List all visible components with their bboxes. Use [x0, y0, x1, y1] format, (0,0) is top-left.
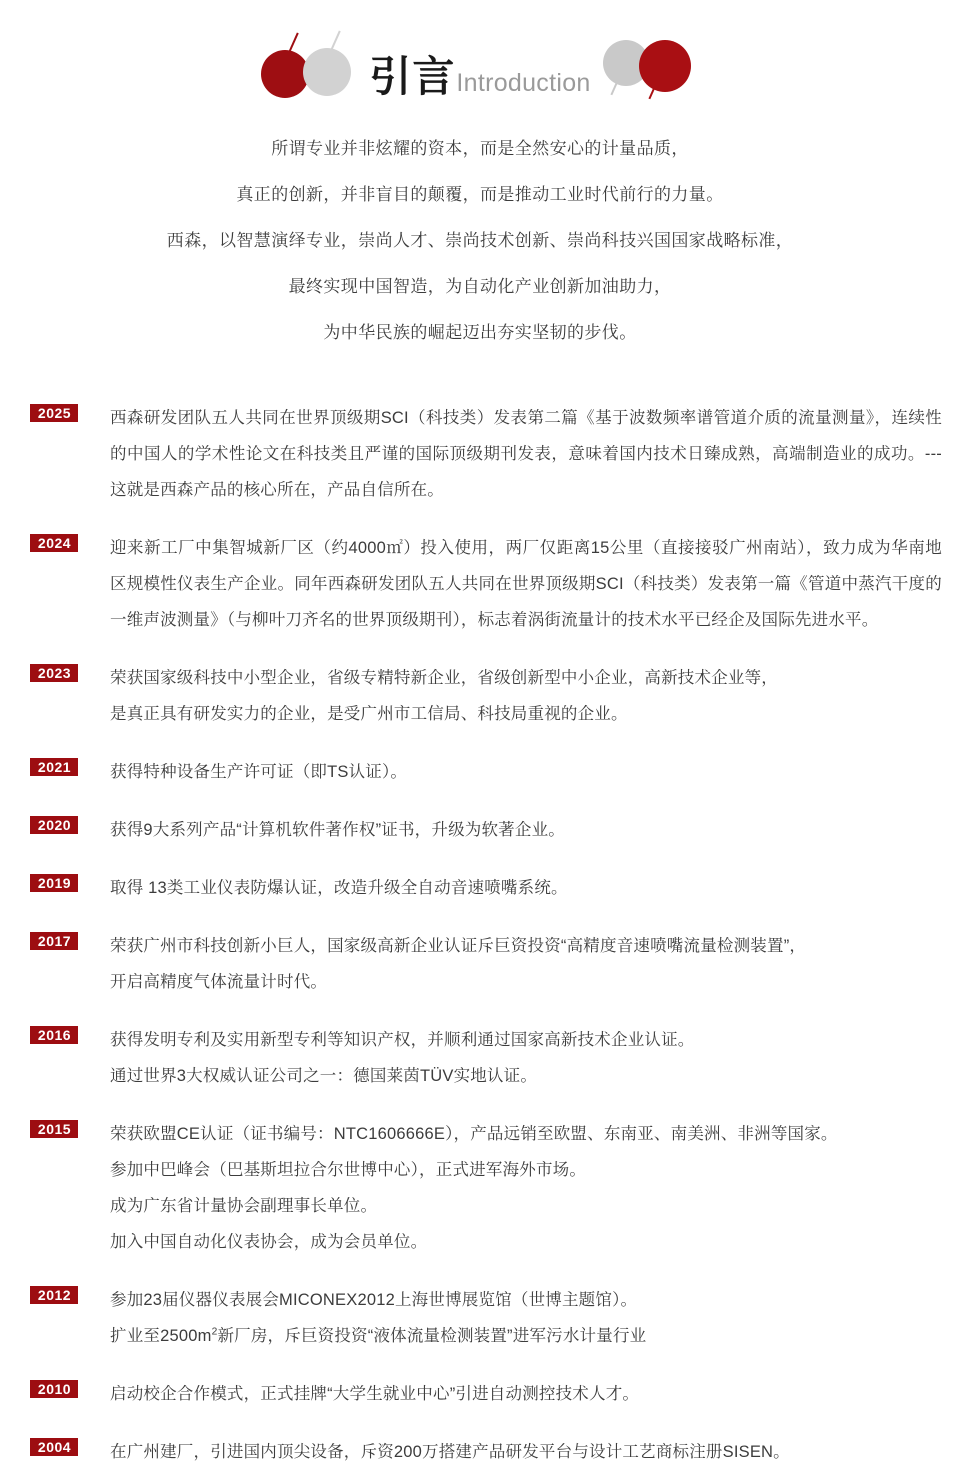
timeline-entry: [0, 530, 960, 638]
timeline-entry-text: 通过世界3大权威认证公司之一：德国莱茵TÜV实地认证。: [110, 1067, 538, 1085]
timeline-entry-body: [110, 1282, 960, 1354]
opening-quote-mark-icon: [259, 24, 363, 100]
timeline-year-column: [0, 870, 110, 893]
page-title: [369, 53, 591, 100]
quote-close-circle-red-icon: [639, 40, 691, 92]
timeline-entry-body: [110, 530, 960, 638]
timeline-year-badge: 2017: [30, 932, 78, 950]
quote-open-circle-gray-icon: [303, 48, 351, 96]
timeline-year-column: [0, 400, 110, 423]
timeline-entry-text: 参加23届仪器仪表展会MICONEX2012上海世博展览馆（世博主题馆）。: [110, 1291, 638, 1309]
timeline-entry-body: [110, 1434, 960, 1470]
timeline-entry: [0, 928, 960, 1000]
timeline-entry: [0, 1282, 960, 1354]
intro-line: 西森，以智慧演绎专业，崇尚人才、崇尚技术创新、崇尚科技兴国国家战略标准，: [166, 231, 794, 250]
timeline-entry: [0, 1376, 960, 1412]
page-title-en: Introduction: [456, 69, 591, 97]
quote-open-circle-red-icon: [261, 50, 309, 98]
timeline-entry-text: 荣获国家级科技中小型企业，省级专精特新企业，省级创新型中小企业，高新技术企业等，: [110, 669, 778, 687]
timeline-year-column: [0, 1434, 110, 1457]
timeline-year-column: [0, 660, 110, 683]
timeline-year-column: [0, 754, 110, 777]
timeline-entry-body: [110, 1376, 960, 1412]
page-title-cn: 引言: [369, 53, 456, 100]
page-header: [0, 0, 960, 108]
company-timeline: [0, 400, 960, 1470]
timeline-entry-text: 荣获欧盟CE认证（证书编号：NTC1606666E），产品远销至欧盟、东南亚、南美洲、非洲等国家。: [110, 1125, 838, 1143]
timeline-year-badge: 2021: [30, 758, 78, 776]
timeline-entry-text: 开启高精度气体流量计时代。: [110, 973, 328, 991]
timeline-year-column: [0, 1022, 110, 1045]
timeline-year-badge: 2020: [30, 816, 78, 834]
timeline-entry: [0, 754, 960, 790]
intro-line: 所谓专业并非炫耀的资本，而是全然安心的计量品质，: [271, 139, 689, 158]
timeline-entry-body: [110, 812, 960, 848]
timeline-entry-body: [110, 870, 960, 906]
timeline-entry-text: 获得9大系列产品“计算机软件著作权”证书，升级为软著企业。: [110, 821, 565, 839]
timeline-entry-body: [110, 1022, 960, 1094]
timeline-entry: [0, 400, 960, 508]
timeline-entry-text: 迎来新工厂中集智城新厂区（约4000㎡）投入使用，两厂仅距离15公里（直接接驳广州南站），致力成为华南地区规模性仪表生产企业。同年西森研发团队五人共同在世界顶级期SCI（科技类）发表第一篇《管道中蒸汽干度的一维声波测量》（与柳叶刀齐名的世界顶级期刊），标志着涡街流量计的技术水平已经企及国际先进水平。: [110, 539, 942, 629]
timeline-year-badge: 2012: [30, 1286, 78, 1304]
timeline-entry-text: 是真正具有研发实力的企业，是受广州市工信局、科技局重视的企业。: [110, 705, 628, 723]
timeline-entry-text: 参加中巴峰会（巴基斯坦拉合尔世博中心），正式进军海外市场。: [110, 1161, 587, 1179]
intro-paragraph: [50, 126, 910, 356]
timeline-entry-body: [110, 754, 960, 790]
timeline-entry-text: 荣获广州市科技创新小巨人，国家级高新企业认证斥巨资投资“高精度音速喷嘴流量检测装置”，: [110, 937, 807, 955]
timeline-year-column: [0, 530, 110, 553]
timeline-entry-text: 获得特种设备生产许可证（即TS认证）。: [110, 763, 408, 781]
header-inner: [0, 14, 960, 100]
timeline-entry: [0, 660, 960, 732]
timeline-entry: [0, 870, 960, 906]
timeline-entry-body: [110, 1116, 960, 1260]
timeline-year-badge: 2024: [30, 534, 78, 552]
intro-line: 为中华民族的崛起迈出夯实坚韧的步伐。: [323, 323, 637, 342]
timeline-year-column: [0, 812, 110, 835]
timeline-year-column: [0, 928, 110, 951]
timeline-year-badge: 2023: [30, 664, 78, 682]
timeline-entry-body: [110, 660, 960, 732]
timeline-entry-text: 启动校企合作模式，正式挂牌“大学生就业中心”引进自动测控技术人才。: [110, 1385, 640, 1403]
timeline-entry-text: 西森研发团队五人共同在世界顶级期SCI（科技类）发表第二篇《基于波数频率谱管道介质的流量测量》，连续性的中国人的学术性论文在科技类且严谨的国际顶级期刊发表，意味着国内技术日臻成熟，高端制造业的成功。---这就是西森产品的核心所在，产品自信所在。: [110, 409, 942, 499]
timeline-entry-text: 取得 13类工业仪表防爆认证，改造升级全自动音速喷嘴系统。: [110, 879, 568, 897]
timeline-entry-text: 加入中国自动化仪表协会，成为会员单位。: [110, 1233, 428, 1251]
timeline-entry-body: [110, 928, 960, 1000]
timeline-entry-text: 获得发明专利及实用新型专利等知识产权，并顺利通过国家高新技术企业认证。: [110, 1031, 695, 1049]
intro-line: 最终实现中国智造，为自动化产业创新加油助力，: [288, 277, 672, 296]
timeline-entry: [0, 1022, 960, 1094]
timeline-entry-text: 在广州建厂，引进国内顶尖设备，斥资200万搭建产品研发平台与设计工艺商标注册SISEN。: [110, 1443, 790, 1461]
timeline-year-badge: 2025: [30, 404, 78, 422]
timeline-year-badge: 2016: [30, 1026, 78, 1044]
timeline-entry-body: [110, 400, 960, 508]
timeline-entry: [0, 1116, 960, 1260]
timeline-entry-text: 成为广东省计量协会副理事长单位。: [110, 1197, 378, 1215]
timeline-year-badge: 2004: [30, 1438, 78, 1456]
timeline-year-badge: 2019: [30, 874, 78, 892]
timeline-entry: [0, 812, 960, 848]
timeline-year-badge: 2010: [30, 1380, 78, 1398]
timeline-year-column: [0, 1282, 110, 1305]
closing-quote-mark-icon: [597, 24, 701, 100]
intro-line: 真正的创新，并非盲目的颠覆，而是推动工业时代前行的力量。: [236, 185, 724, 204]
timeline-year-column: [0, 1376, 110, 1399]
timeline-entry: [0, 1434, 960, 1470]
timeline-year-column: [0, 1116, 110, 1139]
timeline-year-badge: 2015: [30, 1120, 78, 1138]
timeline-entry-text: 扩业至$2500m^2$新厂房，斥巨资投资“液体流量检测装置”进军污水计量行业: [110, 1326, 647, 1345]
